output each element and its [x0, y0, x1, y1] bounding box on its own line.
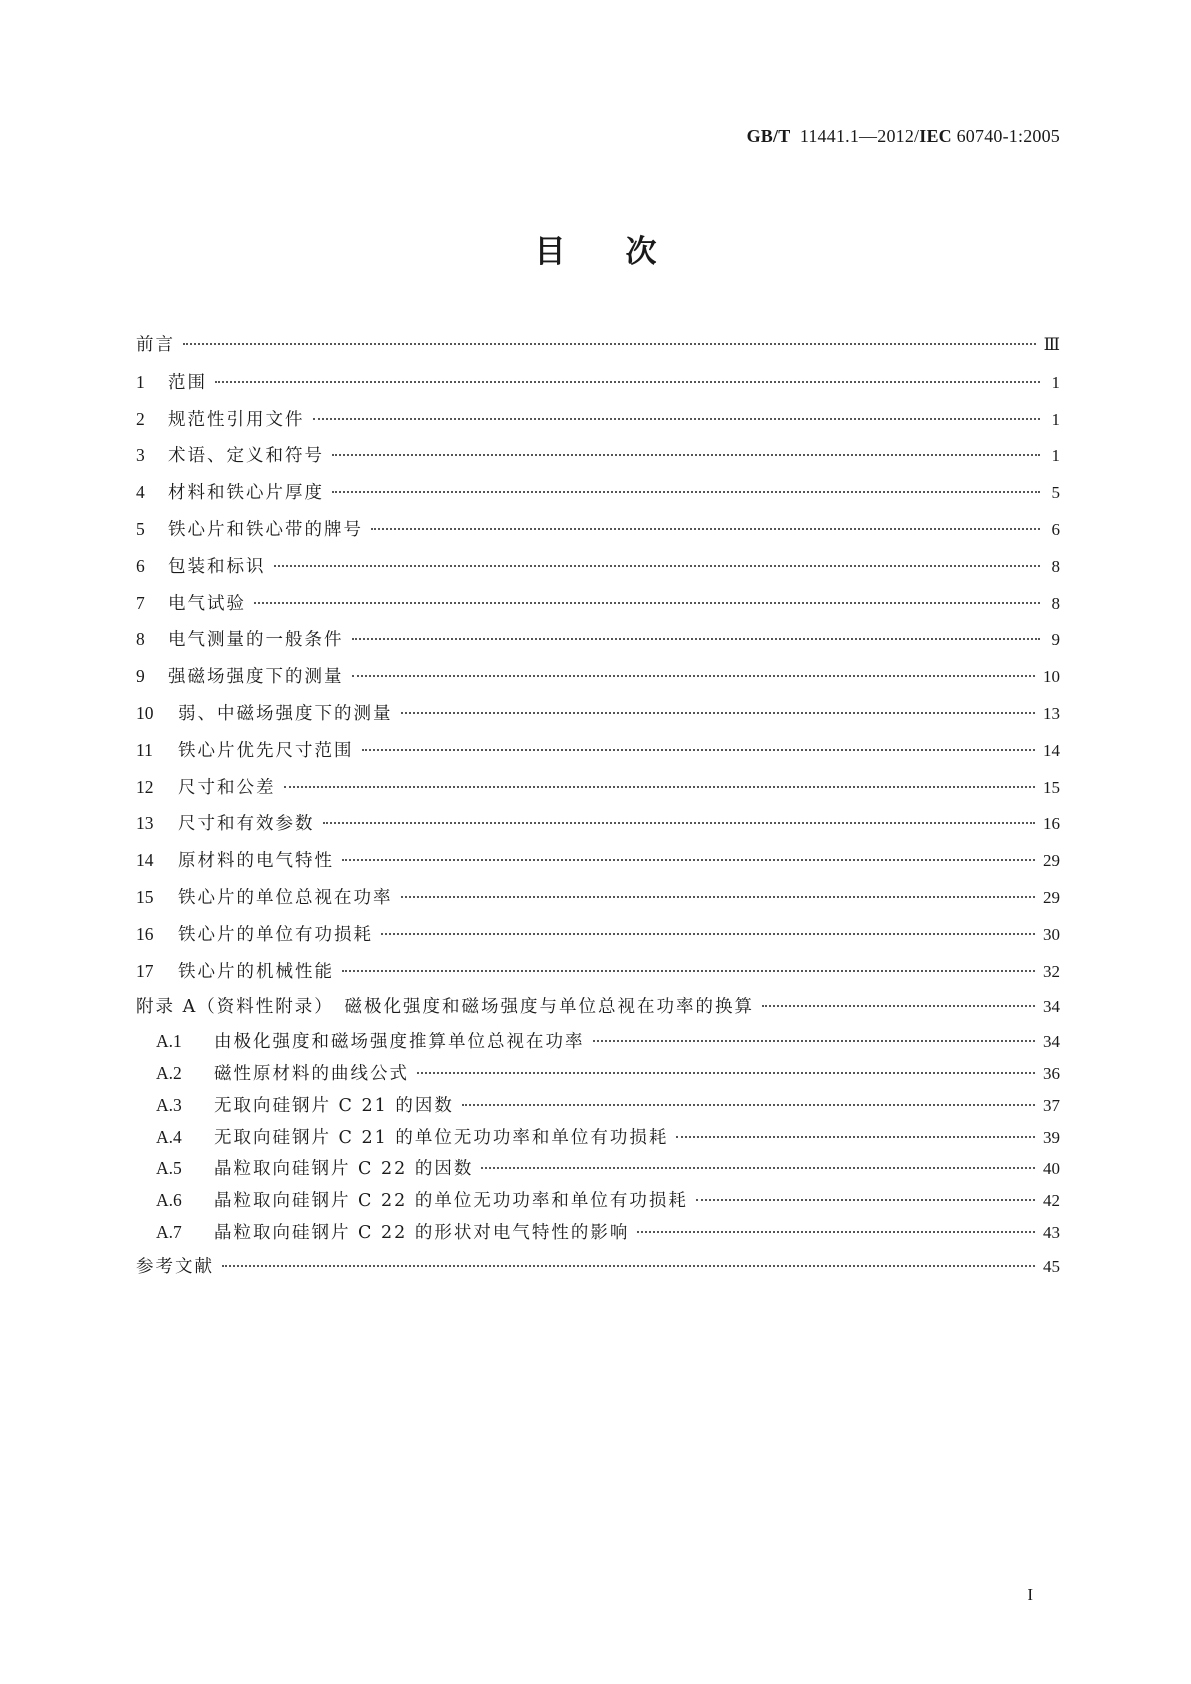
toc-label: 铁心片优先尺寸范围 [178, 740, 354, 761]
toc-entry[interactable] [136, 916, 1060, 953]
toc-page: 37 [1043, 1095, 1060, 1115]
toc-leader [696, 1199, 1035, 1201]
toc-entry[interactable] [136, 621, 1060, 658]
page-number: I [1027, 1585, 1033, 1604]
toc-label: 参考文献 [136, 1256, 214, 1277]
toc-leader [401, 896, 1036, 898]
toc-label: 晶粒取向硅钢片 C 22 的因数 [214, 1159, 474, 1180]
standard-iec: IEC [919, 126, 952, 146]
toc-label: 包装和标识 [168, 556, 266, 577]
toc-num: 11 [136, 739, 153, 760]
toc-page: 34 [1043, 997, 1060, 1017]
toc-page: Ⅲ [1043, 335, 1060, 354]
toc-leader [215, 381, 1040, 383]
toc-entry[interactable] [136, 842, 1060, 879]
toc-sub-entry[interactable] [136, 1122, 1060, 1154]
toc-entry[interactable] [136, 548, 1060, 585]
toc-num: 14 [136, 850, 154, 871]
toc-label: 范围 [168, 372, 207, 393]
toc-entry[interactable] [136, 511, 1060, 548]
toc-label: 铁心片和铁心带的牌号 [168, 519, 363, 540]
toc-page: 29 [1043, 851, 1060, 871]
toc-entry[interactable] [136, 695, 1060, 732]
toc-page: 6 [1051, 519, 1060, 539]
toc-num: 5 [136, 518, 145, 539]
toc-num: A.6 [156, 1190, 182, 1211]
toc-page: 30 [1043, 924, 1060, 944]
toc-leader [183, 343, 1036, 345]
toc-entry[interactable] [136, 585, 1060, 622]
toc-leader [401, 712, 1036, 714]
toc-page: 8 [1051, 593, 1060, 613]
toc-label: 强磁场强度下的测量 [168, 667, 344, 688]
toc-label: 原材料的电气特性 [178, 851, 334, 872]
standard-gbt: GB/T [746, 126, 791, 146]
toc-leader [593, 1040, 1036, 1042]
toc-page: 1 [1051, 372, 1060, 392]
toc-leader [254, 602, 1040, 604]
toc-page: 45 [1043, 1256, 1060, 1276]
toc-sub-entry[interactable] [136, 1217, 1060, 1249]
toc-leader [417, 1072, 1035, 1074]
toc-leader [332, 454, 1040, 456]
toc-label: 铁心片的单位总视在功率 [178, 887, 393, 908]
toc-leader [676, 1136, 1035, 1138]
toc-leader [762, 1005, 1035, 1007]
toc-label: 前言 [136, 335, 175, 355]
toc-label: 磁性原材料的曲线公式 [214, 1063, 409, 1084]
toc-leader [371, 528, 1040, 530]
toc-leader [381, 933, 1035, 935]
toc-page: 39 [1043, 1127, 1060, 1147]
toc-entry-annex-a[interactable] [136, 989, 1060, 1026]
toc-entry[interactable] [136, 732, 1060, 769]
toc-entry[interactable] [136, 474, 1060, 511]
toc-num: 1 [136, 371, 145, 392]
toc-leader [222, 1265, 1035, 1267]
toc-leader [323, 822, 1036, 824]
standard-iec-number: 60740-1:2005 [956, 126, 1060, 146]
toc-label: 材料和铁心片厚度 [168, 483, 324, 504]
toc-sub-entry[interactable] [136, 1090, 1060, 1122]
toc-label: 规范性引用文件 [168, 409, 305, 430]
toc-label: 铁心片的机械性能 [178, 961, 334, 982]
toc-entry[interactable] [136, 658, 1060, 695]
toc-sub-entry[interactable] [136, 1058, 1060, 1090]
toc-page: 36 [1043, 1063, 1060, 1083]
toc-page: 8 [1051, 556, 1060, 576]
toc-entry[interactable] [136, 769, 1060, 806]
toc-leader [332, 491, 1040, 493]
toc-num: 4 [136, 482, 145, 503]
toc-num: A.5 [156, 1158, 182, 1179]
toc-num: A.7 [156, 1221, 182, 1242]
standard-number [747, 126, 1060, 147]
toc-page: 14 [1043, 740, 1060, 760]
toc-num: 8 [136, 629, 145, 650]
toc-entry[interactable] [136, 805, 1060, 842]
toc-leader [462, 1104, 1035, 1106]
toc-label: 由极化强度和磁场强度推算单位总视在功率 [214, 1032, 585, 1053]
toc-leader [313, 418, 1041, 420]
toc-leader [362, 749, 1036, 751]
toc-page: 13 [1043, 703, 1060, 723]
toc-label: 附录 A（资料性附录） 磁极化强度和磁场强度与单位总视在功率的换算 [136, 997, 754, 1018]
toc-label: 无取向硅钢片 C 21 的因数 [214, 1095, 454, 1116]
toc-num: 2 [136, 408, 145, 429]
toc-num: A.4 [156, 1126, 182, 1147]
toc-entry[interactable] [136, 879, 1060, 916]
toc-label: 无取向硅钢片 C 21 的单位无功功率和单位有功损耗 [214, 1127, 669, 1148]
toc-num: 3 [136, 445, 145, 466]
toc-num: A.1 [156, 1031, 182, 1052]
toc-page: 32 [1043, 961, 1060, 981]
toc-sub-entry[interactable] [136, 1026, 1060, 1058]
toc-num: 7 [136, 592, 145, 613]
toc-num: 17 [136, 960, 154, 981]
toc-page: 10 [1043, 667, 1060, 687]
toc-entry[interactable] [136, 364, 1060, 401]
toc-sub-entry[interactable] [136, 1153, 1060, 1185]
toc-page: 1 [1051, 446, 1060, 466]
toc-page: 34 [1043, 1032, 1060, 1052]
toc-num: 13 [136, 813, 154, 834]
toc-page: 15 [1043, 777, 1060, 797]
toc-page: 16 [1043, 814, 1060, 834]
toc-label: 晶粒取向硅钢片 C 22 的形状对电气特性的影响 [214, 1222, 630, 1243]
toc-entry-foreword[interactable] [136, 327, 1060, 364]
toc-leader [637, 1231, 1035, 1233]
toc-label: 晶粒取向硅钢片 C 22 的单位无功功率和单位有功损耗 [214, 1191, 688, 1212]
toc-leader [342, 970, 1035, 972]
toc-label: 尺寸和公差 [178, 777, 276, 798]
toc-leader [284, 786, 1036, 788]
toc-num: 6 [136, 555, 145, 576]
toc-label: 术语、定义和符号 [168, 446, 324, 467]
toc-num: A.2 [156, 1062, 182, 1083]
toc-page: 40 [1043, 1159, 1060, 1179]
toc-label: 电气测量的一般条件 [168, 630, 344, 651]
toc-leader [352, 638, 1041, 640]
toc-label: 铁心片的单位有功损耗 [178, 924, 373, 945]
page-title: 目次 [534, 234, 717, 270]
toc-leader [274, 565, 1041, 567]
toc-num: 15 [136, 886, 154, 907]
toc-num: 9 [136, 666, 145, 687]
toc-leader [342, 859, 1035, 861]
toc-entry[interactable] [136, 953, 1060, 990]
toc-page: 1 [1051, 409, 1060, 429]
toc-entry[interactable] [136, 437, 1060, 474]
standard-gbt-number: 11441.1—2012/ [799, 126, 920, 146]
toc-page: 9 [1051, 630, 1060, 650]
toc-entry-bibliography[interactable] [136, 1249, 1060, 1286]
toc-label: 弱、中磁场强度下的测量 [178, 703, 393, 724]
toc-page: 42 [1043, 1191, 1060, 1211]
toc-sub-entry[interactable] [136, 1185, 1060, 1217]
toc-label: 尺寸和有效参数 [178, 814, 315, 835]
toc-leader [481, 1167, 1035, 1169]
toc-label: 电气试验 [168, 593, 246, 614]
toc-num: 16 [136, 923, 154, 944]
toc-num: 10 [136, 702, 154, 723]
toc-num: A.3 [156, 1094, 182, 1115]
toc-page: 5 [1051, 483, 1060, 503]
table-of-contents [136, 327, 1060, 1286]
toc-page: 29 [1043, 887, 1060, 907]
toc-leader [352, 675, 1036, 677]
toc-entry[interactable] [136, 401, 1060, 438]
toc-num: 12 [136, 776, 154, 797]
toc-page: 43 [1043, 1222, 1060, 1242]
